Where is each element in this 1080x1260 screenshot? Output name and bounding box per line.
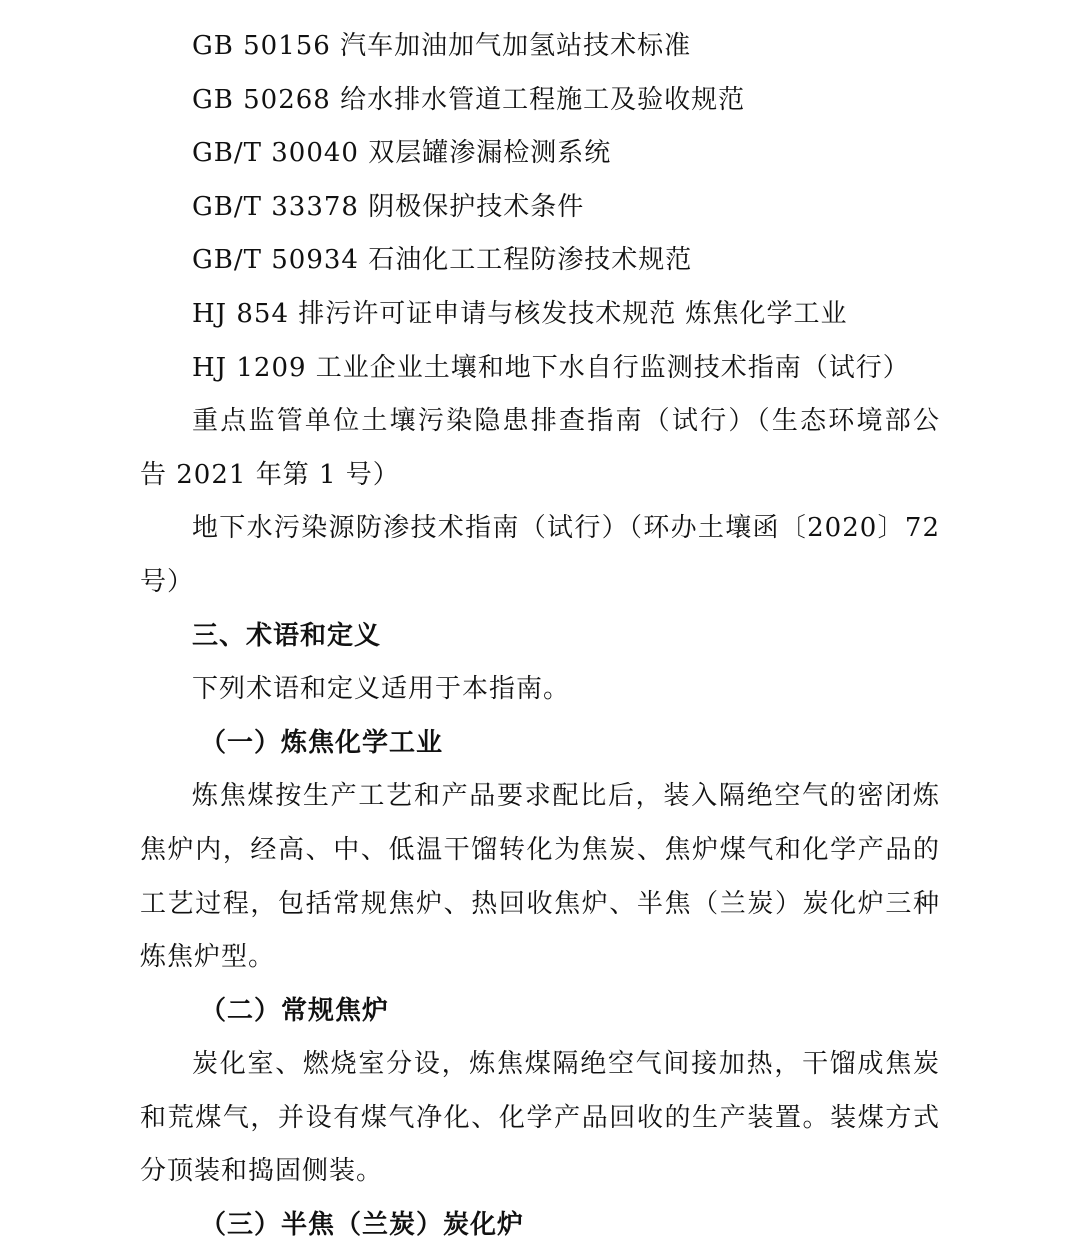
term-paragraph-line: 焦炉内，经高、中、低温干馏转化为焦炭、焦炉煤气和化学产品的 <box>140 834 940 865</box>
reference-item: GB/T 50934 石油化工工程防渗技术规范 <box>192 245 693 276</box>
section-heading: 三、术语和定义 <box>192 620 382 651</box>
term-heading: （二）常规焦炉 <box>200 995 390 1026</box>
reference-long-line: 重点监管单位土壤污染隐患排查指南（试行）（生态环境部公 <box>192 406 940 437</box>
reference-item: GB/T 30040 双层罐渗漏检测系统 <box>192 138 612 169</box>
term-heading: （一）炼焦化学工业 <box>200 727 444 758</box>
term-paragraph-line: 炼焦煤按生产工艺和产品要求配比后，装入隔绝空气的密闭炼 <box>192 781 940 812</box>
document-page <box>140 20 940 1253</box>
reference-item: GB 50268 给水排水管道工程施工及验收规范 <box>192 84 746 115</box>
term-paragraph-line: 和荒煤气，并设有煤气净化、化学产品回收的生产装置。装煤方式 <box>140 1102 940 1133</box>
term-paragraph-line: 炼焦炉型。 <box>140 942 276 973</box>
term-heading: （三）半焦（兰炭）炭化炉 <box>200 1210 525 1241</box>
reference-item: GB 50156 汽车加油加气加氢站技术标准 <box>192 31 692 61</box>
term-paragraph-line: 分顶装和捣固侧装。 <box>140 1156 384 1187</box>
reference-item: GB/T 33378 阴极保护技术条件 <box>192 191 585 222</box>
term-paragraph-line: 炭化室、燃烧室分设，炼焦煤隔绝空气间接加热，干馏成焦炭 <box>192 1049 940 1080</box>
term-paragraph-line: 工艺过程，包括常规焦炉、热回收焦炉、半焦（兰炭）炭化炉三种 <box>140 888 940 919</box>
reference-long-line: 告 2021 年第 1 号） <box>140 459 400 490</box>
reference-item: HJ 1209 工业企业土壤和地下水自行监测技术指南（试行） <box>192 352 910 383</box>
reference-long-line: 号） <box>140 566 195 597</box>
reference-long-line: 地下水污染源防渗技术指南（试行）（环办土壤函〔2020〕72 <box>192 513 940 544</box>
reference-item: HJ 854 排污许可证申请与核发技术规范 炼焦化学工业 <box>192 298 848 329</box>
section-intro: 下列术语和定义适用于本指南。 <box>192 674 571 705</box>
